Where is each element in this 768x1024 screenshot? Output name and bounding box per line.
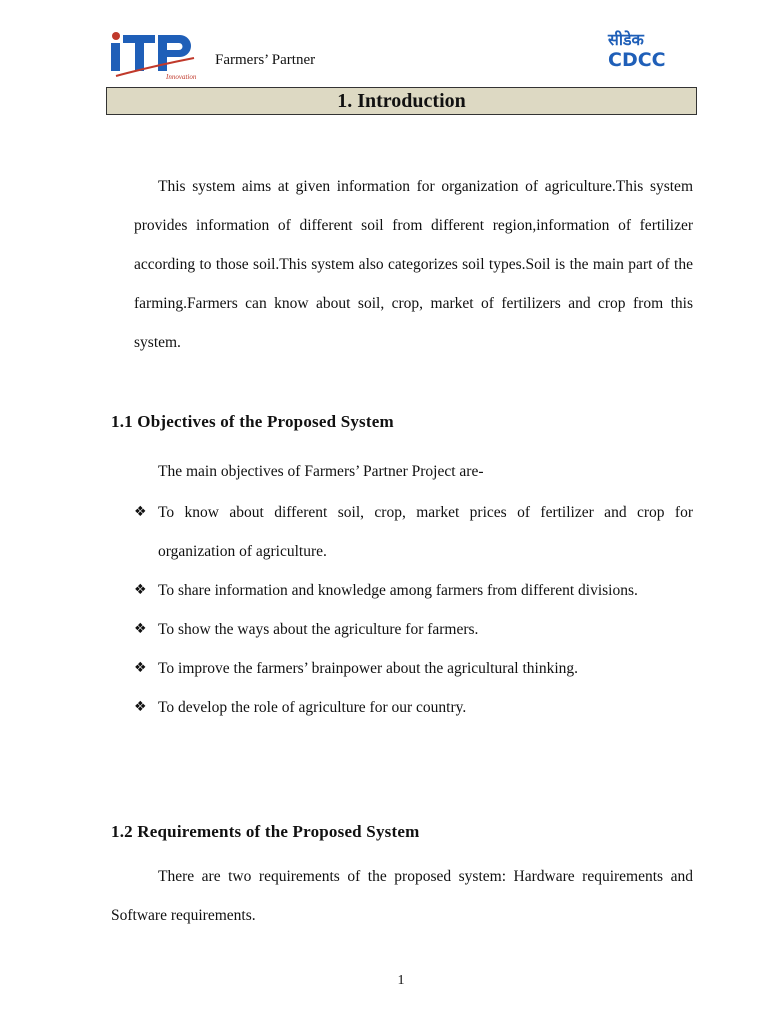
diamond-bullet-icon: ❖	[134, 621, 147, 637]
list-item-text: To develop the role of agriculture for our country.	[158, 699, 467, 716]
page-number: 1	[397, 973, 405, 988]
list-item	[134, 610, 693, 649]
itp-logo	[108, 30, 198, 82]
list-item-text: To show the ways about the agriculture for farmers.	[158, 621, 479, 638]
requirements-text: There are two requirements of the proposed system: Hardware requirements and Software requirements.	[111, 868, 693, 924]
objectives-lead: The main objectives of Farmers’ Partner Project are-	[158, 463, 484, 480]
svg-text:सीडेक: सीडेक	[608, 30, 644, 49]
intro-paragraph	[134, 167, 693, 362]
intro-text: This system aims at given information for organization of agriculture.This system provides information of different soil from different region,information of fertilizer according to those soil.This system also categorizes soil types.Soil is the main part of the farming.Farmers can know about soil, crop, market of fertilizers and crop from this system.	[134, 178, 693, 351]
svg-text:CDCC: CDCC	[608, 49, 666, 70]
requirements-paragraph	[111, 857, 693, 935]
objectives-heading: 1.1 Objectives of the Proposed System	[111, 412, 394, 431]
cdcc-logo	[606, 30, 676, 70]
diamond-bullet-icon: ❖	[134, 582, 147, 598]
list-item-text: To know about different soil, crop, market prices of fertilizer and crop for organization of agriculture.	[158, 504, 693, 560]
diamond-bullet-icon: ❖	[134, 504, 147, 520]
diamond-bullet-icon: ❖	[134, 660, 147, 676]
objectives-list	[134, 493, 693, 727]
list-item	[134, 649, 693, 688]
section-title: 1. Introduction	[106, 87, 697, 115]
list-item	[134, 571, 693, 610]
list-item-text: To improve the farmers’ brainpower about the agricultural thinking.	[158, 660, 579, 677]
list-item	[134, 493, 693, 571]
requirements-heading: 1.2 Requirements of the Proposed System	[111, 822, 420, 841]
list-item	[134, 688, 693, 727]
header-project-name: Farmers’ Partner	[215, 52, 316, 68]
diamond-bullet-icon: ❖	[134, 699, 147, 715]
svg-text:Innovation: Innovation	[166, 73, 197, 81]
list-item-text: To share information and knowledge among farmers from different divisions.	[158, 582, 638, 599]
